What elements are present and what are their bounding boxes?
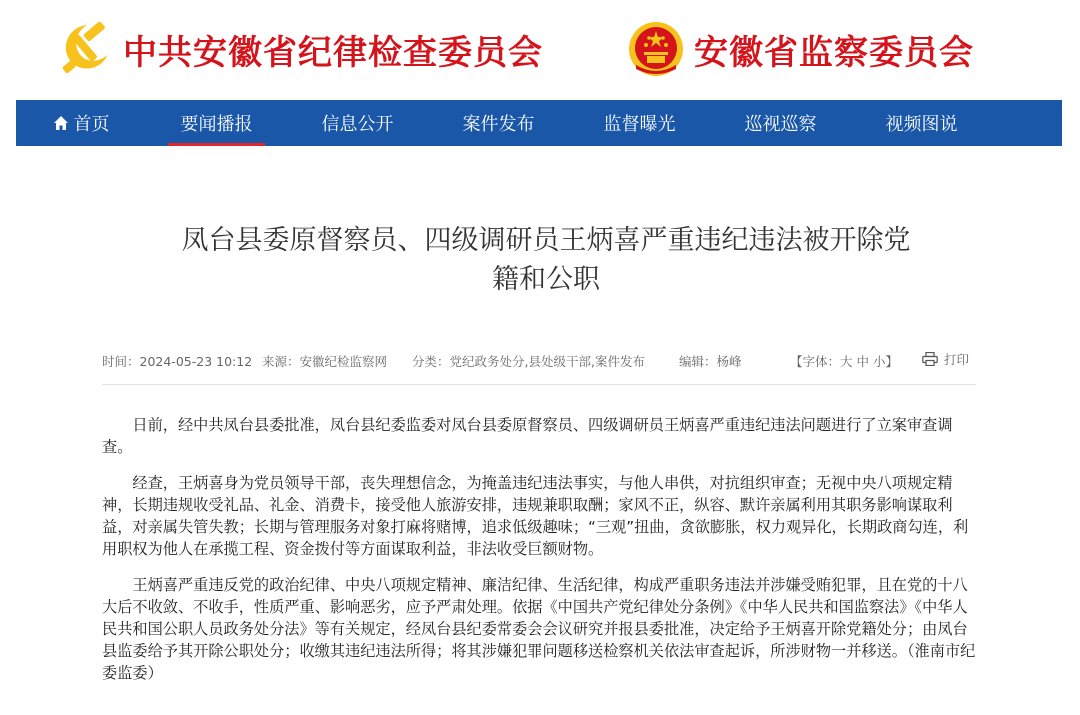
nav-item-inspection[interactable] — [710, 100, 851, 146]
article-container — [16, 146, 1062, 715]
font-size-suffix: 】 — [885, 354, 899, 369]
print-label: 打印 — [944, 352, 970, 367]
nav-item-exposure[interactable] — [569, 100, 710, 146]
article-title-line1: 凤台县委原督察员、四级调研员王炳喜严重违纪违法被开除党 — [181, 225, 911, 256]
article-body — [102, 414, 982, 698]
font-size-control — [790, 352, 898, 370]
font-size-medium[interactable]: 中 — [856, 354, 870, 369]
article-editor: 编辑：杨峰 — [679, 354, 742, 369]
font-size-large[interactable]: 大 — [840, 354, 853, 369]
article-paragraph: 日前，经中共凤台县委批准，凤台县纪委监委对凤台县委原督察员、四级调研员王炳喜严重违纪违法问题进行了立案审查调查。 — [102, 416, 953, 456]
nav-item-label: 监督曝光 — [603, 114, 676, 135]
org-name-left: 中共安徽省纪律检查委员会 — [123, 32, 543, 73]
printer-icon — [922, 352, 938, 366]
article-title — [106, 221, 986, 299]
supervisory-commission-logo[interactable] — [626, 14, 974, 84]
print-button[interactable] — [922, 350, 969, 368]
masthead — [0, 0, 1080, 100]
nav-item-label: 信息公开 — [321, 114, 394, 135]
nav-item-label: 案件发布 — [462, 114, 535, 135]
article-meta — [102, 348, 976, 374]
cpc-discipline-commission-logo[interactable] — [55, 14, 543, 84]
nav-item-home[interactable] — [16, 100, 146, 146]
meta-divider — [102, 384, 976, 385]
hammer-sickle-icon — [55, 19, 115, 79]
nav-item-video[interactable] — [851, 100, 992, 146]
font-size-small[interactable]: 小 — [873, 354, 886, 369]
nav-item-info-disclosure[interactable] — [287, 100, 428, 146]
org-name-right: 安徽省监察委员会 — [694, 32, 974, 73]
main-nav — [16, 100, 1062, 146]
nav-item-case-release[interactable] — [428, 100, 569, 146]
font-size-prefix: 【字体： — [790, 354, 841, 369]
nav-item-label: 要闻播报 — [180, 114, 253, 135]
article-source: 来源：安徽纪检监察网 — [262, 354, 388, 369]
nav-item-news[interactable] — [146, 100, 287, 146]
nav-item-label: 首页 — [73, 114, 110, 135]
publish-time: 时间：2024-05-23 10:12 — [102, 354, 253, 369]
home-icon — [53, 115, 69, 131]
article-paragraph: 经查，王炳喜身为党员领导干部，丧失理想信念，为掩盖违纪违法事实，与他人串供，对抗组织审查；无视中央八项规定精神，长期违规收受礼品、礼金、消费卡，接受他人旅游安排，违规兼职取酬；家风不正，纵容、默许亲属利用其职务影响谋取利益，对亲属失管失教；长期与管理服务对象打麻将赌博，追求低级趣味；“三观”扭曲，贪欲膨胀，权力观异化，长期政商勾连，利用职权为他人在承揽工程、资金拨付等方面谋取利益，非法收受巨额财物。 — [102, 474, 969, 558]
national-emblem-icon — [626, 19, 686, 79]
nav-item-label: 巡视巡察 — [744, 114, 817, 135]
nav-item-label: 视频图说 — [885, 114, 958, 135]
article-category: 分类：党纪政务处分,县处级干部,案件发布 — [412, 354, 645, 369]
article-title-line2: 籍和公职 — [492, 264, 600, 295]
article-paragraph: 王炳喜严重违反党的政治纪律、中央八项规定精神、廉洁纪律、生活纪律，构成严重职务违法并涉嫌受贿犯罪，且在党的十八大后不收敛、不收手，性质严重、影响恶劣，应予严肃处理。依据《中国共产党纪律处分条例》《中华人民共和国监察法》《中华人民共和国公职人员政务处分法》等有关规定，经凤台县纪委常委会会议研究并报县委批准，决定给予王炳喜开除党籍处分；由凤台县监委给予其开除公职处分；收缴其违纪违法所得；将其涉嫌犯罪问题移送检察机关依法审查起诉，所涉财物一并移送。（淮南市纪委监委） — [102, 576, 976, 682]
